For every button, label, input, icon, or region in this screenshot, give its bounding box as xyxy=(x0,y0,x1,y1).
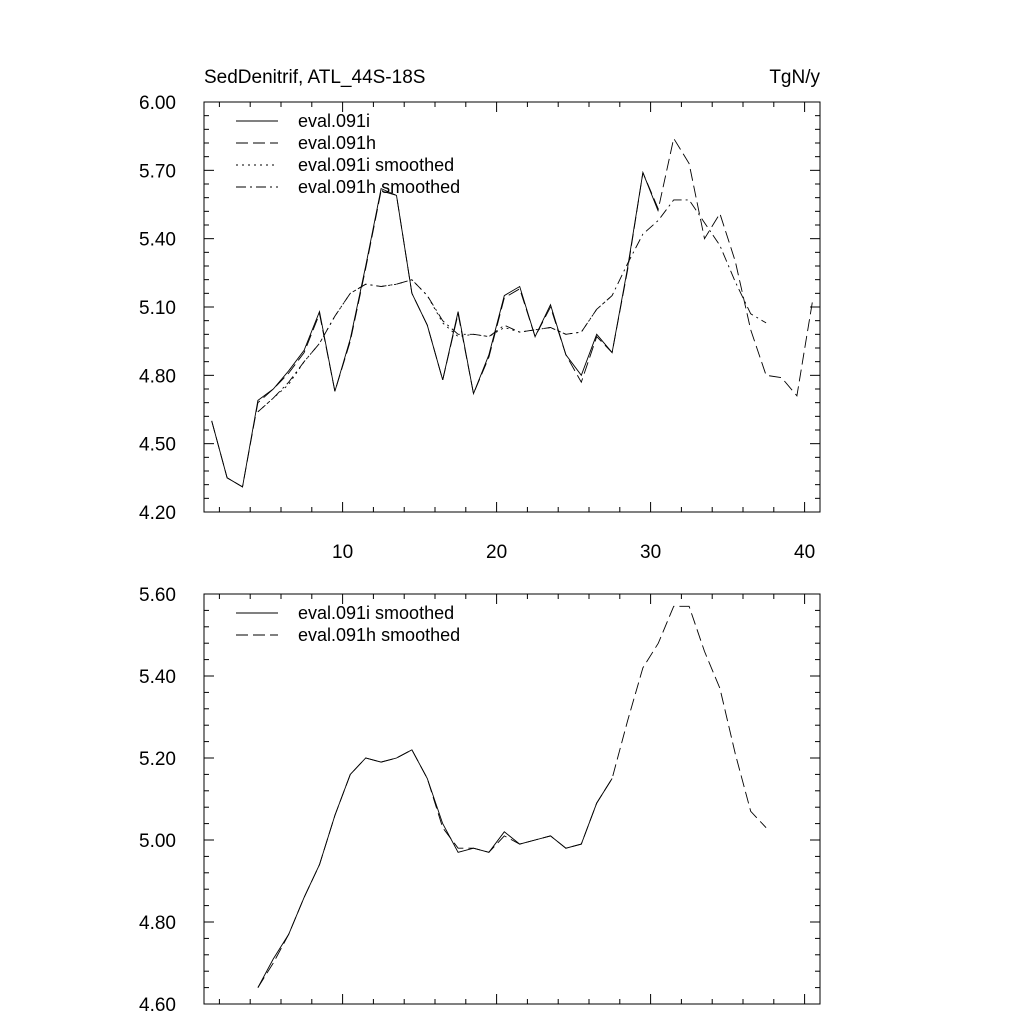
legend-label: eval.091i smoothed xyxy=(298,603,455,623)
series-line-eval-091h-smoothed xyxy=(258,200,766,412)
legend-label: eval.091i xyxy=(298,111,371,131)
y-tick-label: 5.20 xyxy=(139,749,176,770)
legend-label: eval.091i smoothed xyxy=(298,155,455,175)
plot-frame xyxy=(204,102,820,512)
series-line-eval-091i-smoothed xyxy=(258,280,612,412)
y-tick-label: 5.40 xyxy=(139,667,176,688)
y-tick-label: 5.00 xyxy=(139,831,176,852)
chart-title: SedDenitrif, ATL_44S-18S xyxy=(204,67,426,88)
plot-frame xyxy=(204,594,820,1004)
top-panel xyxy=(139,67,820,563)
series-line-eval-091i-smoothed xyxy=(258,750,612,988)
y-tick-label: 4.80 xyxy=(139,913,176,934)
y-tick-label: 4.50 xyxy=(139,434,176,456)
legend-label: eval.091h smoothed xyxy=(298,625,461,645)
y-tick-label: 4.80 xyxy=(139,366,176,388)
legend-label: eval.091h xyxy=(298,133,377,153)
bottom-panel xyxy=(139,585,820,1016)
x-tick-label: 40 xyxy=(794,542,816,563)
y-tick-label: 6.00 xyxy=(139,93,176,114)
y-tick-label: 5.10 xyxy=(139,298,176,319)
series-line-eval-091h-smoothed xyxy=(258,606,766,987)
y-tick-label: 4.20 xyxy=(139,503,176,524)
y-tick-label: 4.60 xyxy=(139,995,176,1016)
y-tick-label: 5.70 xyxy=(139,161,176,183)
series-line-eval-091i xyxy=(212,173,659,487)
x-tick-label: 20 xyxy=(486,542,508,563)
y-tick-label: 5.60 xyxy=(139,585,176,606)
x-tick-label: 30 xyxy=(640,542,662,563)
y-tick-label: 5.40 xyxy=(139,229,176,251)
units-label: TgN/y xyxy=(769,67,820,88)
x-tick-label: 10 xyxy=(332,542,354,563)
legend-label: eval.091h smoothed xyxy=(298,177,461,197)
